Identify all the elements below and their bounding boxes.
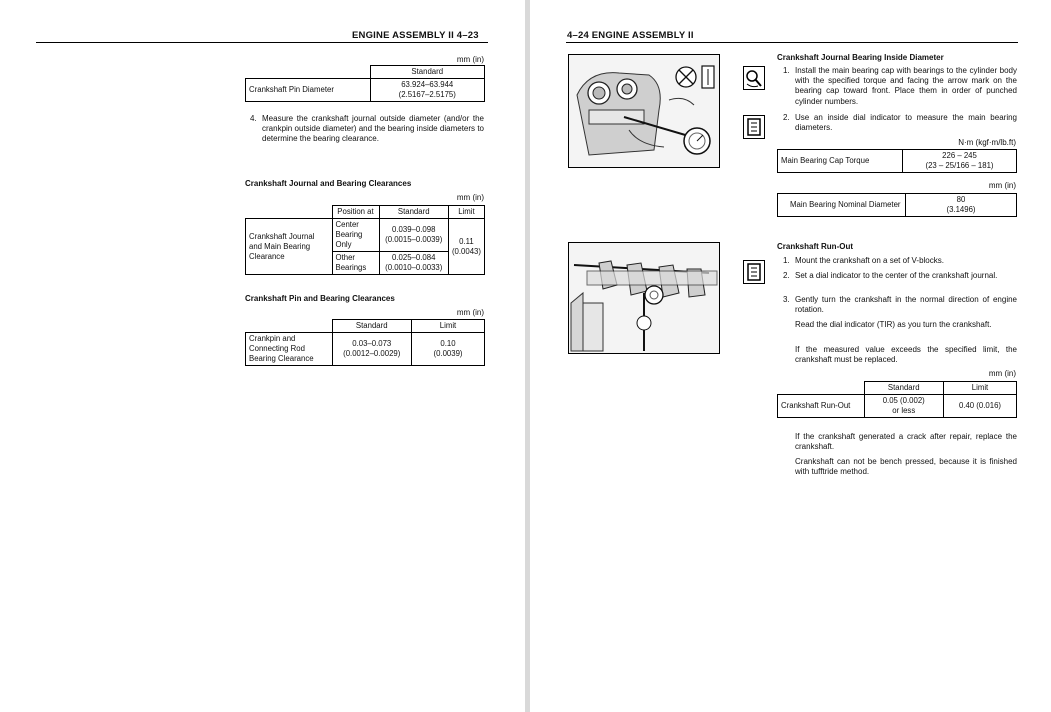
diameter-value: 80 (3.1496) (906, 194, 1017, 217)
row-label: Crankpin and Connecting Rod Bearing Clearance (246, 333, 333, 366)
limit-cell: 0.10 (0.0039) (412, 333, 485, 366)
standard-value: 63.924–63.944 (2.5167–2.5175) (370, 79, 485, 102)
standard-cell: 0.03–0.073 (0.0012–0.0029) (332, 333, 412, 366)
row-label: Main Bearing Cap Torque (778, 150, 903, 173)
runout-table (777, 381, 1017, 418)
section-heading: Crankshaft Journal Bearing Inside Diameter (777, 53, 944, 62)
runout-para: Read the dial indicator (TIR) as you turn the crankshaft. (795, 320, 992, 329)
row-label: Crankshaft Journal and Main Bearing Clearance (246, 219, 333, 275)
step-3: 3. Gently turn the crankshaft in the normal direction of engine rotation. (783, 295, 1017, 315)
row-label: Crankshaft Pin Diameter (246, 79, 371, 102)
limit-cell: 0.40 (0.016) (944, 395, 1017, 418)
col-position: Position at (332, 206, 379, 219)
torque-wrench-icon (743, 66, 765, 90)
position-cell: Center Bearing Only (332, 219, 379, 252)
bearing-diagram (569, 55, 719, 167)
col-standard: Standard (864, 382, 944, 395)
col-limit: Limit (448, 206, 484, 219)
page-header: ENGINE ASSEMBLY II 4–23 (352, 30, 479, 41)
section-heading: Crankshaft Run-Out (777, 242, 853, 251)
left-page (0, 0, 525, 712)
torque-value: 226 – 245 (23 – 25/166 – 181) (903, 150, 1017, 173)
unit-label: mm (in) (456, 193, 484, 202)
page-header: 4–24 ENGINE ASSEMBLY II (567, 30, 694, 41)
position-cell: Other Bearings (332, 252, 379, 275)
unit-label: N·m (kgf·m/lb.ft) (958, 138, 1016, 147)
runout-illustration (568, 242, 720, 354)
runout-diagram (569, 243, 719, 353)
row-label: Main Bearing Nominal Diameter (778, 194, 906, 217)
unit-label: mm (in) (456, 55, 484, 64)
header-rule (36, 42, 488, 43)
unit-label: mm (in) (456, 308, 484, 317)
limit-cell: 0.11 (0.0043) (448, 219, 484, 275)
measure-icon (743, 115, 765, 139)
standard-cell: 0.039–0.098 (0.0015–0.0039) (379, 219, 448, 252)
step-4: 4. Measure the crankshaft journal outside diameter (and/or the crankpin outside diameter) and the bearing inside diameters to determine the bearing clearance. (250, 114, 484, 144)
unit-label: mm (in) (988, 369, 1016, 378)
nominal-diameter-table (777, 193, 1017, 217)
journal-clearance-table (245, 205, 485, 275)
pin-clearance-table (245, 319, 485, 366)
step-1: 1. Install the main bearing cap with bearings to the cylinder body with the specified torque and facing the arrow mark on the bearing cap toward front. Place them in order of punched cylinder numbers. (783, 66, 1017, 106)
standard-cell: 0.025–0.084 (0.0010–0.0033) (379, 252, 448, 275)
measure-icon (743, 260, 765, 284)
step-2: 2. Set a dial indicator to the center of the crankshaft journal. (783, 271, 998, 280)
pin-diameter-table (245, 65, 485, 102)
section-heading: Crankshaft Pin and Bearing Clearances (245, 294, 395, 303)
runout-para: If the measured value exceeds the specified limit, the crankshaft must be replaced. (795, 345, 1017, 365)
unit-label: mm (in) (988, 181, 1016, 190)
torque-table (777, 149, 1017, 173)
section-heading: Crankshaft Journal and Bearing Clearances (245, 179, 412, 188)
col-standard: Standard (379, 206, 448, 219)
col-limit: Limit (944, 382, 1017, 395)
runout-note: If the crankshaft generated a crack after repair, replace the crankshaft. (795, 432, 1017, 452)
col-standard: Standard (370, 66, 485, 79)
runout-note: Crankshaft can not be bench pressed, because it is finished with tufftride method. (795, 457, 1017, 477)
step-2: 2. Use an inside dial indicator to measure the main bearing diameters. (783, 113, 1017, 133)
step-1: 1. Mount the crankshaft on a set of V-blocks. (783, 256, 944, 265)
row-label: Crankshaft Run-Out (778, 395, 865, 418)
right-page (530, 0, 1051, 712)
col-limit: Limit (412, 320, 485, 333)
standard-cell: 0.05 (0.002) or less (864, 395, 944, 418)
bearing-measurement-illustration (568, 54, 720, 168)
col-standard: Standard (332, 320, 412, 333)
header-rule (566, 42, 1018, 43)
